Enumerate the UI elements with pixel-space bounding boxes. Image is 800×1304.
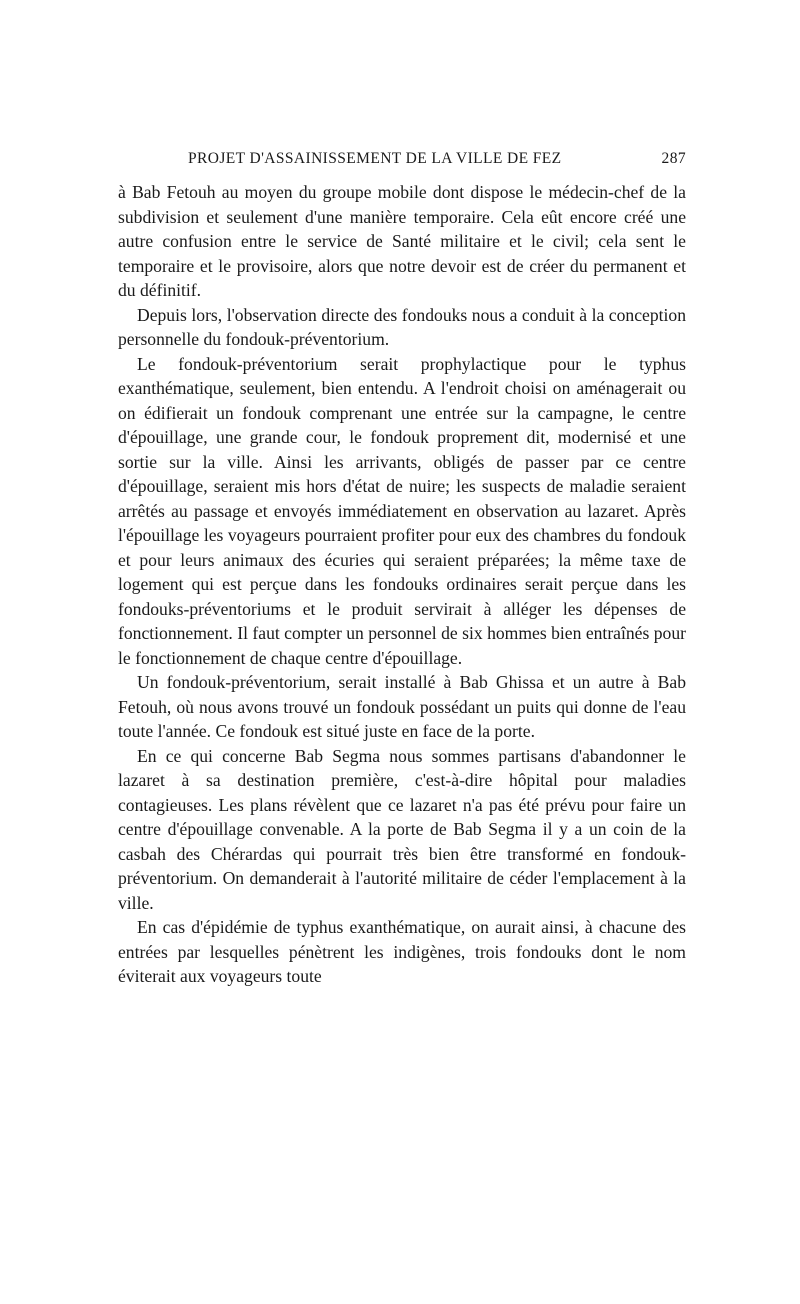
paragraph: Le fondouk-préventorium serait prophylactique pour le typhus exanthématique, seulement, bien entendu. A l'endroit choisi on aménagerait ou on édifierait un fondouk comprenant une entrée sur la campagne, le centre d'épouillage, une grande cour, le fondouk proprement dit, modernisé et une sortie sur la ville. Ainsi les arrivants, obligés de passer par ce centre d'épouillage, seraient mis hors d'état de nuire; les suspects de maladie seraient arrêtés au passage et envoyés immédiatement en observation au lazaret. Après l'épouillage les voyageurs pourraient profiter pour eux des chambres du fondouk et pour leurs animaux des écuries qui seraient préparées; la même taxe de logement qui est perçue dans les fondouks ordinaires serait perçue dans les fondouks-préventoriums et le produit servirait à alléger les dépenses de fonctionnement. Il faut compter un personnel de six hommes bien entraînés pour le fonctionnement de chaque centre d'épouillage. (118, 353, 686, 668)
paragraph: Un fondouk-préventorium, serait installé à Bab Ghissa et un autre à Bab Fetouh, où nous avons trouvé un fondouk possédant un puits qui donne de l'eau toute l'année. Ce fondouk est situé juste en face de la porte. (118, 672, 686, 741)
paragraph: Depuis lors, l'observation directe des fondouks nous a conduit à la conception personnelle du fondouk-préventorium. (118, 304, 686, 349)
page-number: 287 (661, 150, 686, 167)
paragraph: En ce qui concerne Bab Segma nous sommes partisans d'abandonner le lazaret à sa destination première, c'est-à-dire hôpital pour maladies contagieuses. Les plans révèlent que ce lazaret n'a pas été prévu pour faire un centre d'épouillage convenable. A la porte de Bab Segma il y a un coin de la casbah des Chérardas qui pourrait très bien être transformé en fondouk-préventorium. On demanderait à l'autorité militaire de céder l'emplacement à la ville. (118, 745, 686, 913)
running-head (118, 150, 686, 168)
book-page (118, 150, 686, 989)
body-text (118, 180, 686, 989)
paragraph: à Bab Fetouh au moyen du groupe mobile dont dispose le médecin-chef de la subdivision et seulement d'une manière temporaire. Cela eût encore créé une autre confusion entre le service de Santé militaire et le civil; cela sent le temporaire et le provisoire, alors que notre devoir est de créer du permanent et du définitif. (118, 182, 686, 300)
paragraph: En cas d'épidémie de typhus exanthématique, on aurait ainsi, à chacune des entrées par lesquelles pénètrent les indigènes, trois fondouks dont le nom éviterait aux voyageurs toute (118, 917, 686, 986)
running-title: PROJET D'ASSAINISSEMENT DE LA VILLE DE FEZ (188, 150, 562, 167)
